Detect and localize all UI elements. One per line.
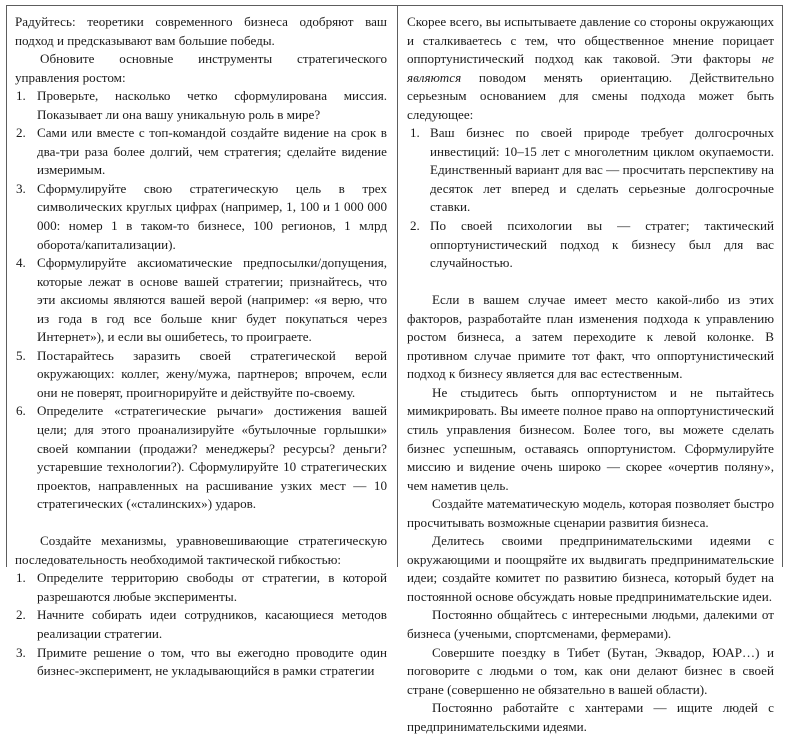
left-column (7, 5, 396, 681)
right-paragraph-5: Постоянно общайтесь с интересными людьми, далекими от бизнеса (учеными, спортсменами, фермерами). (407, 607, 774, 641)
right-intro-text-b: поводом менять ориентацию. Действительно серьезным основанием для смены подхода может быть следующее: (407, 69, 774, 122)
list-item: Сформулируйте аксиоматические предпосылки/допущения, которые лежат в основе вашей стратегии; признайтесь, что эти аксиомы являются вашей верой (например: «я верю, что из года в год все больше книг будет покупаться через Интернет»), и если вы ошибетесь, то проиграете. (37, 255, 387, 345)
left-intro-paragraph-2: Обновите основные инструменты стратегического управления ростом: (15, 51, 387, 85)
list-item: Определите «стратегические рычаги» достижения вашей цели; для этого проанализируйте «бутылочные горлышки» своей компании (продажи? менеджеры? ресурсы? деньги? устаревшие технологии?). Сформулируйте 10 стратегических проектов, направленных на расшивание узких мест — 10 стратегических («сталинских») ударов. (37, 403, 387, 512)
right-paragraph-7: Постоянно работайте с хантерами — ищите людей с предпринимательскими идеями. (407, 700, 774, 734)
right-paragraph-4: Делитесь своими предпринимательскими идеями с окружающими и поощряйте их выдвигать предпринимательские идеи; создайте комитет по развитию бизнеса, который будет на постоянной основе обсуждать новые предпринимательские идеи. (407, 533, 774, 604)
right-paragraph-1: Если в вашем случае имеет место какой-либо из этих факторов, разработайте план изменения подхода к управлению ростом бизнеса, а затем переходите к левой колонке. В противном случае примите тот факт, что оппортунистический подход к бизнесу является для вас естественным. (407, 292, 774, 382)
left-numbered-list-2 (15, 569, 387, 680)
right-intro-emphasis: не являются (407, 51, 774, 85)
list-item: Ваш бизнес по своей природе требует долгосрочных инвестиций: 10–15 лет с многолетним циклом окупаемости. Единственный вариант для вас — просчитать перспективу на десяток лет вперед и сделать серьезные долгосрочные ставки. (430, 125, 774, 215)
page-right-rule (782, 5, 783, 567)
list-item: Сформулируйте свою стратегическую цель в трех символических круглых цифрах (например, 1, 100 и 1 000 000 000: номер 1 в таком-то бизнесе, 100 регионов, 1 млрд оборота/капитализации). (37, 180, 387, 252)
right-paragraph-6: Совершите поездку в Тибет (Бутан, Эквадор, ЮАР…) и поговорите с людьми о том, как они делают бизнес в своей стране (совершенно не обязательно в вашей области). (407, 644, 774, 697)
list-item: Определите территорию свободы от стратегии, в которой разрешаются любые эксперименты. (37, 570, 387, 604)
paragraph-spacer (407, 273, 774, 292)
right-numbered-list (407, 124, 774, 272)
paragraph-spacer (15, 514, 387, 533)
right-paragraph-2: Не стыдитесь быть оппортунистом и не пытайтесь мимикрировать. Вы имеете полное право на оппортунистический стиль управления бизнесом. Более того, вы можете сделать бизнес успешным, оставаясь оппортунистом. Сформулируйте миссию и видение очень широко — скорее «очертив поляну», чем наметив цель. (407, 384, 774, 493)
left-intro-paragraph-1: Радуйтесь: теоретики современного бизнеса одобряют ваш подход и предсказывают вам большие победы. (15, 14, 387, 48)
list-item: Примите решение о том, что вы ежегодно проводите один бизнес-эксперимент, не укладывающийся в рамки стратегии (37, 644, 387, 679)
list-item: Начните собирать идеи сотрудников, касающиеся методов реализации стратегии. (37, 607, 387, 641)
left-numbered-list-1 (15, 87, 387, 514)
list-item: По своей психологии вы — стратег; тактический оппортунистический подход к бизнесу был для вас случайностью. (430, 218, 774, 271)
list-item: Проверьте, насколько четко сформулирована миссия. Показывает ли она вашу уникальную роль в мире? (37, 88, 387, 122)
right-paragraph-3: Создайте математическую модель, которая позволяет быстро просчитывать возможные сценарии развития бизнеса. (407, 496, 774, 530)
right-intro-text-a: Скорее всего, вы испытываете давление со стороны окружающих и сталкиваетесь с тем, что общественное мнение порицает оппортунистический подход как таковой. Эти факторы (407, 14, 774, 67)
right-column (398, 5, 782, 736)
list-item: Сами или вместе с топ-командой создайте видение на срок в два-три раза более долгий, чем стратегия; сделайте видение измеримым. (37, 125, 387, 178)
list-item: Постарайтесь заразить своей стратегической верой окружающих: коллег, жену/мужа, партнеров; впрочем, если они не поверят, проигнорируйте и действуйте по-своему. (37, 347, 387, 400)
left-second-intro-paragraph: Создайте механизмы, уравновешивающие стратегическую последовательность необходимой тактической гибкостью: (15, 533, 387, 567)
right-intro-paragraph (407, 13, 774, 124)
